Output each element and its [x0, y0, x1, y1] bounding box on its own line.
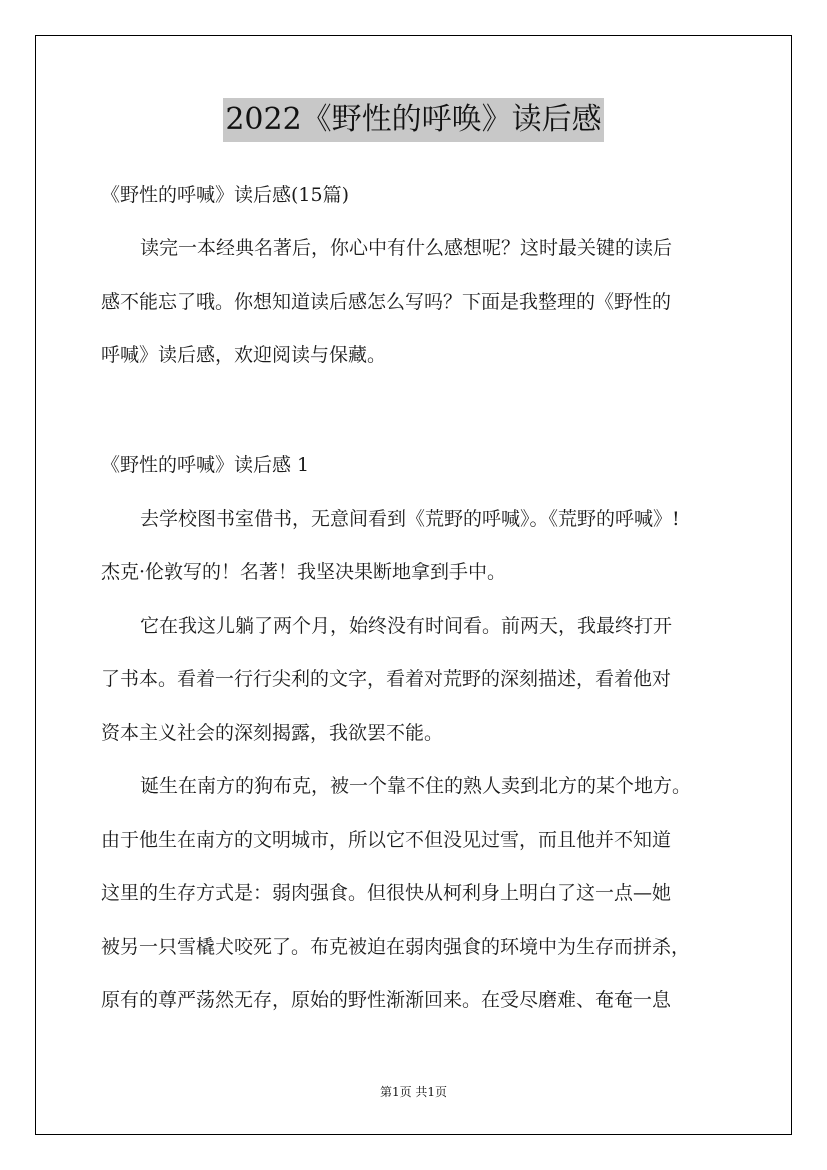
document-title [0, 98, 827, 142]
body-line: 原有的尊严荡然无存，原始的野性渐渐回来。在受尽磨难、奄奄一息 [101, 989, 672, 1011]
body-line: 被另一只雪橇犬咬死了。布克被迫在弱肉强食的环境中为生存而拼杀， [101, 936, 691, 958]
body-line: 了书本。看着一行行尖利的文字，看着对荒野的深刻描述，看着他对 [101, 668, 672, 690]
intro-line: 呼喊》读后感，欢迎阅读与保藏。 [101, 344, 387, 366]
section-heading: 《野性的呼喊》读后感 1 [101, 454, 310, 476]
body-line: 由于他生在南方的文明城市，所以它不但没见过雪，而且他并不知道 [101, 829, 672, 851]
body-line: 它在我这儿躺了两个月，始终没有时间看。前两天，我最终打开 [140, 615, 673, 637]
document-title-text: 2022《野性的呼唤》读后感 [223, 98, 603, 142]
body-line: 这里的生存方式是：弱肉强食。但很快从柯利身上明白了这一点—她 [101, 882, 672, 904]
body-line: 资本主义社会的深刻揭露，我欲罢不能。 [101, 722, 444, 744]
body-line: 诞生在南方的狗布克，被一个靠不住的熟人卖到北方的某个地方。 [140, 775, 692, 797]
page-number: 第1页 共1页 [379, 1085, 448, 1099]
document-subtitle: 《野性的呼喊》读后感(15篇) [101, 184, 350, 206]
intro-line: 读完一本经典名著后，你心中有什么感想呢？这时最关键的读后 [140, 237, 673, 259]
body-line: 去学校图书室借书，无意间看到《荒野的呼喊》。《荒野的呼喊》! [140, 508, 680, 530]
body-line: 杰克·伦敦写的！名著！我坚决果断地拿到手中。 [101, 561, 507, 583]
intro-line: 感不能忘了哦。你想知道读后感怎么写吗？下面是我整理的《野性的 [101, 291, 672, 313]
